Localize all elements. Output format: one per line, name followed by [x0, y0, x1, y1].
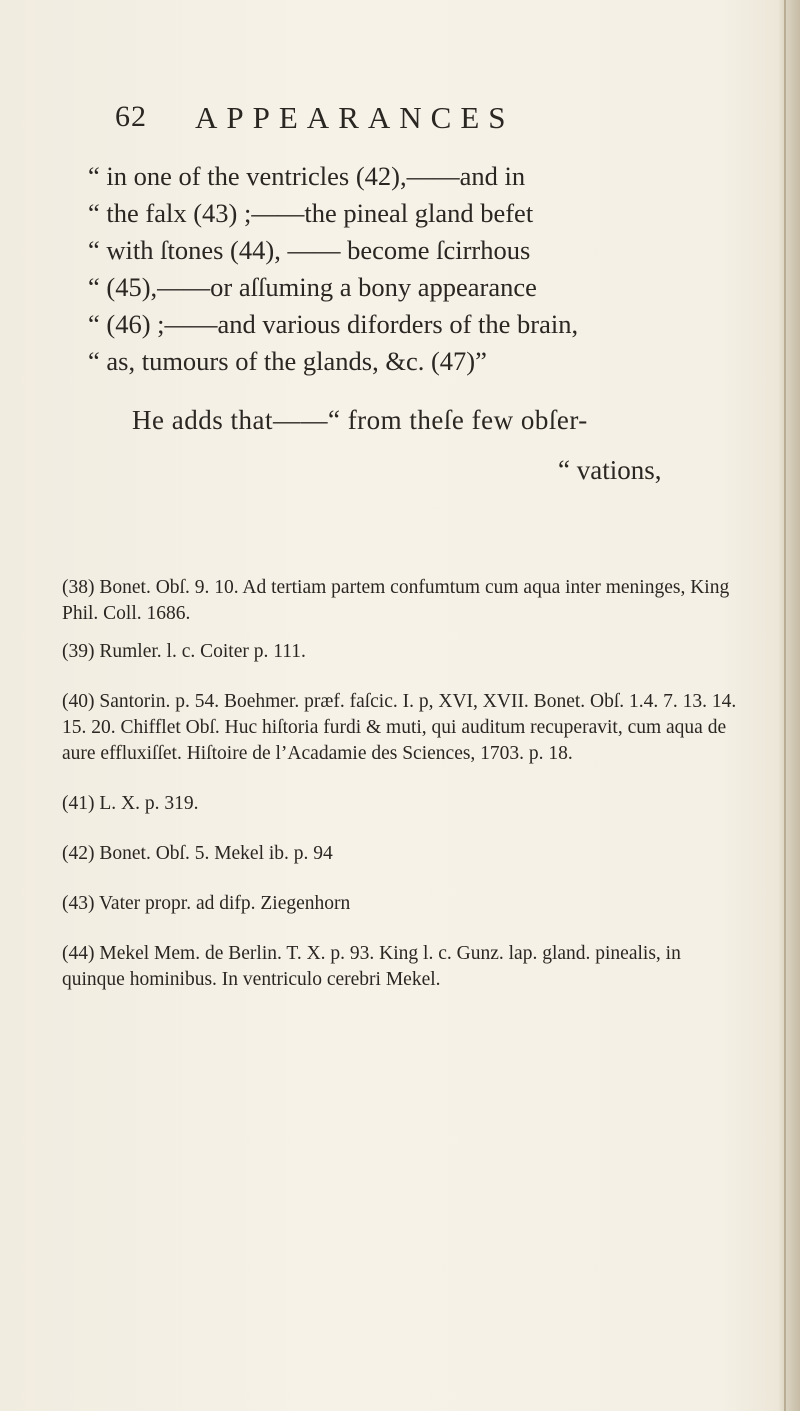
- page-header: [115, 100, 715, 140]
- page-gutter-line: [784, 0, 786, 1411]
- running-title: APPEARANCES: [195, 100, 515, 135]
- footnote-44: (44) Mekel Mem. de Berlin. T. X. p. 93. King l. c. Gunz. lap. gland. pinealis, in quinque hominibus. In ventriculo cerebri Mekel.: [62, 943, 681, 990]
- footnote-42: (42) Bonet. Obſ. 5. Mekel ib. p. 94: [62, 843, 333, 864]
- footnote-41: (41) L. X. p. 319.: [62, 793, 199, 814]
- quote-line: “ in one of the ventricles (42),——and in: [88, 161, 526, 191]
- footnote-43: (43) Vater propr. ad difp. Ziegenhorn: [62, 893, 351, 914]
- catchword-line: “ vations,: [558, 455, 662, 485]
- quote-line: “ with ſtones (44), —— become ſcirrhous: [88, 235, 531, 265]
- body-text-line: He adds that——“ from theſe few obſer-: [132, 405, 588, 435]
- quoted-passage: [88, 158, 728, 380]
- quote-line: “ (46) ;——and various diforders of the brain,: [88, 309, 579, 339]
- quote-line: “ the falx (43) ;——the pineal gland befet: [88, 198, 534, 228]
- quote-line: “ (45),——or aſſuming a bony appearance: [88, 272, 537, 302]
- footnote-39: (39) Rumler. l. c. Coiter p. 111.: [62, 641, 306, 662]
- footnote-40: (40) Santorin. p. 54. Boehmer. præf. faſcic. I. p, XVI, XVII. Bonet. Obſ. 1.4. 7. 13. 14. 15. 20. Chifflet Obſ. Huc hiſtoria furdi & muti, qui auditum recuperavit, cum aqua de aure effluxiſſet. Hiſtoire de l’Acadamie des Sciences, 1703. p. 18.: [62, 691, 737, 764]
- page-edge-shadow: [778, 0, 800, 1411]
- footnote-38: (38) Bonet. Obſ. 9. 10. Ad tertiam partem confumtum cum aqua inter meninges, King Phil. Coll. 1686.: [62, 577, 730, 624]
- page-number: 62: [115, 100, 147, 133]
- footnotes: [62, 575, 742, 1005]
- quote-line: “ as, tumours of the glands, &c. (47)”: [88, 346, 487, 376]
